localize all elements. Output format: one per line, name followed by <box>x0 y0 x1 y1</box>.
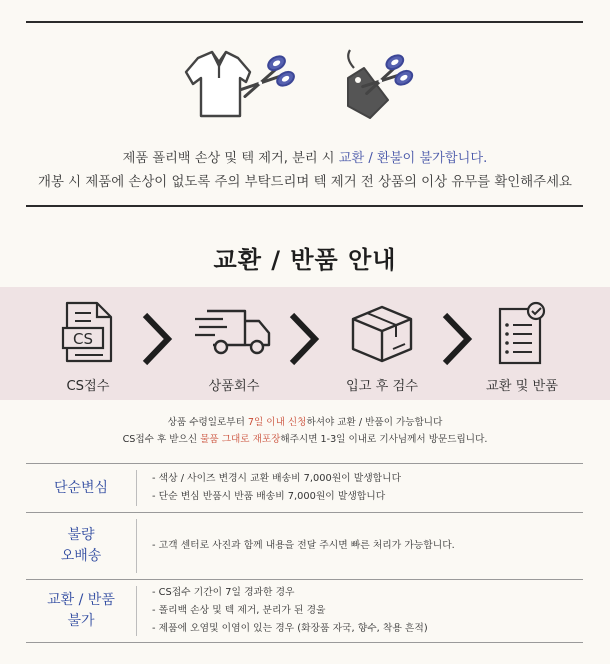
info-line-2-c: 해주시면 1-3일 이내로 기사님께서 방문드립니다. <box>280 434 488 445</box>
process-step-pickup <box>174 287 294 400</box>
notice-line-1 <box>0 147 610 166</box>
process-step-complete <box>462 287 582 400</box>
policy-category <box>26 580 136 642</box>
policy-item: - 색상 / 사이즈 변경시 교환 배송비 7,000원이 발생합니다 <box>152 473 402 484</box>
policy-item: - 제품에 오염및 이염이 있는 경우 (화장품 자국, 향수, 착용 흔적) <box>152 623 428 634</box>
top-divider <box>26 21 583 23</box>
cs-document-icon <box>61 301 115 363</box>
chevron-right-icon <box>288 311 320 367</box>
info-line-2-highlight: 물품 그대로 재포장 <box>200 434 281 445</box>
policy-divider <box>136 519 137 573</box>
info-line-1 <box>0 414 610 428</box>
package-box-icon <box>349 301 415 363</box>
process-step-label: 교환 및 반품 <box>485 379 559 394</box>
policy-category <box>26 513 136 579</box>
info-line-2 <box>0 431 610 445</box>
process-band <box>0 287 610 400</box>
policy-item: - 단순 변심 반품시 반품 배송비 7,000원이 발생합니다 <box>152 491 386 502</box>
info-line-2-a: CS접수 후 받으신 <box>122 434 201 445</box>
checklist-icon <box>496 301 548 365</box>
process-step-inspection <box>322 287 442 400</box>
notice-line-2: 개봉 시 제품에 손상이 없도록 주의 부탁드리며 텍 제거 전 상품의 이상 유무를 확인해주세요 <box>38 175 572 190</box>
section-title: 교환 / 반품 안내 <box>213 246 397 274</box>
policy-divider <box>136 586 137 636</box>
policy-category-label: 불량 오배송 <box>60 527 102 564</box>
policy-item: - 폴리백 손상 및 텍 제거, 분리가 된 경울 <box>152 605 326 616</box>
policy-category-label: 교환 / 반품 불가 <box>47 592 115 629</box>
policy-row-defect <box>26 513 583 580</box>
price-tag-scissors-icon <box>348 50 415 118</box>
notice-line-1-prefix: 제품 폴리백 손상 및 텍 제거, 분리 시 <box>122 151 339 166</box>
notice-line-1-highlight: 교환 / 환불이 불가합니다. <box>338 151 488 166</box>
policy-row-change-of-mind <box>26 463 583 513</box>
policy-items <box>152 580 583 642</box>
shirt-scissors-icon <box>186 52 296 116</box>
chevron-right-icon <box>141 311 173 367</box>
policy-row-not-allowed <box>26 580 583 643</box>
process-step-label: 상품회수 <box>208 379 260 394</box>
policy-category <box>26 464 136 512</box>
policy-divider <box>136 470 137 506</box>
info-line-1-highlight: 7일 이내 신청 <box>247 417 307 428</box>
info-line-1-a: 상품 수령일로부터 <box>167 417 248 428</box>
cs-badge-text: CS <box>73 330 93 348</box>
policy-items <box>152 513 583 579</box>
process-step-cs <box>28 287 148 400</box>
policy-item: - CS접수 기간이 7일 경과한 경우 <box>152 587 295 598</box>
policy-table <box>26 463 583 643</box>
notice-illustration <box>0 38 610 128</box>
policy-item: - 고객 센터로 사진과 함께 내용을 전달 주시면 빠른 처리가 가능합니다. <box>152 540 455 551</box>
delivery-truck-icon <box>193 301 275 359</box>
info-line-1-c: 하셔야 교환 / 반품이 가능합니다 <box>306 417 443 428</box>
process-step-label: 입고 후 검수 <box>345 379 419 394</box>
policy-items <box>152 464 583 512</box>
middle-divider <box>26 205 583 207</box>
process-step-label: CS접수 <box>66 379 110 394</box>
policy-category-label: 단순변심 <box>53 479 109 496</box>
